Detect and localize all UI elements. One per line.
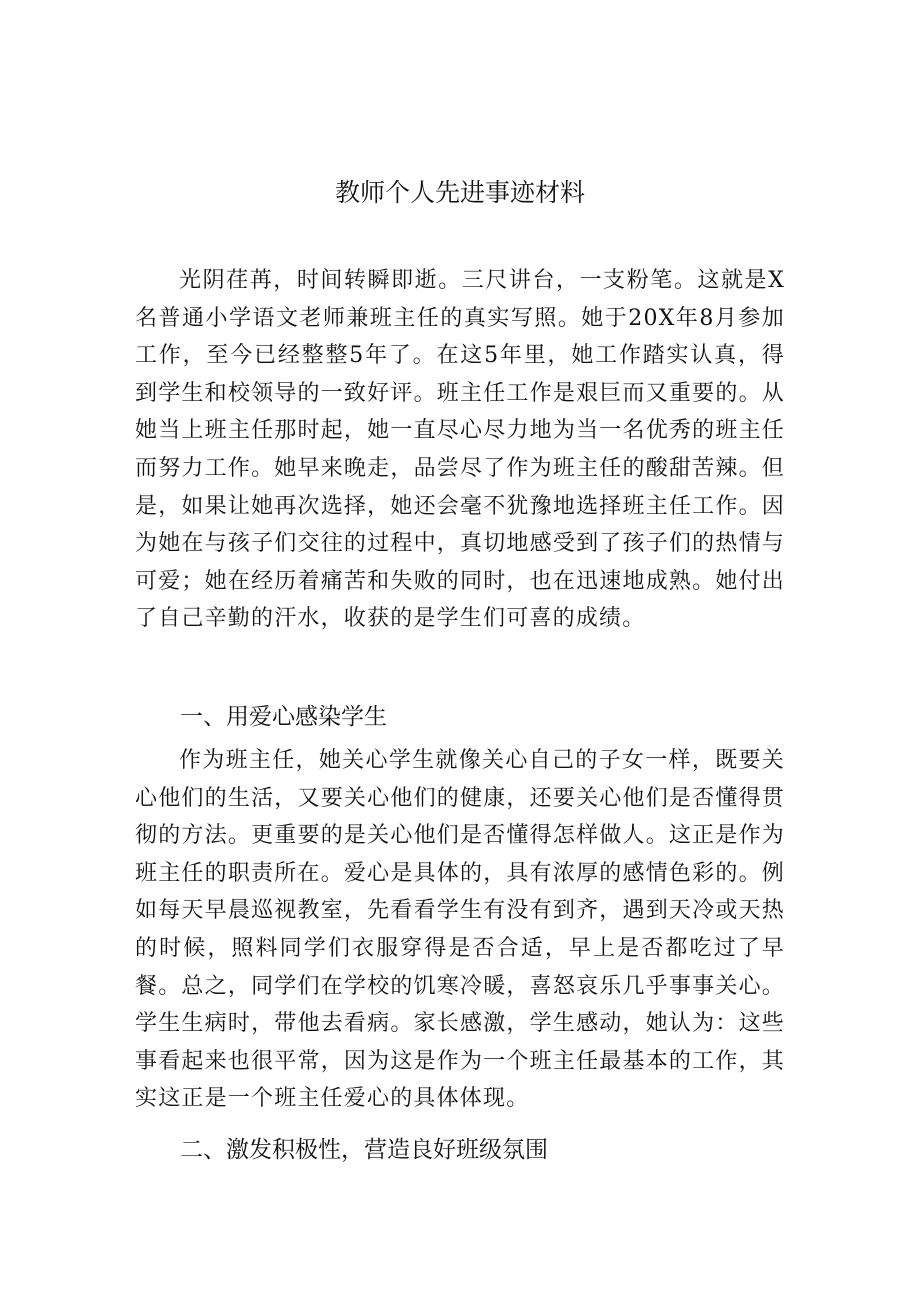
- document-title: 教师个人先进事迹材料: [334, 178, 585, 207]
- section-heading-2: 二、激发积极性，营造良好班级氛围: [180, 1137, 548, 1163]
- section-heading-1: 一、用爱心感染学生: [180, 704, 387, 730]
- section-1-paragraph: 作为班主任，她关心学生就像关心自己的子女一样，既要关心他们的生活，又要关心他们的健康，还要关心他们是否懂得贯彻的方法。更重要的是关心他们是否懂得怎样做人。这正是作为班主任的职责所在。爱心是具体的，具有浓厚的感情色彩的。例如每天早晨巡视教室，先看看学生有没有到齐，遇到天冷或天热的时候，照料同学们衣服穿得是否合适，早上是否都吃过了早餐。总之，同学们在学校的饥寒冷暖，喜怒哀乐几乎事事关心。学生生病时，带他去看病。家长感激，学生感动，她认为：这些事看起来也很平常，因为这是作为一个班主任最基本的工作，其实这正是一个班主任爱心的具体体现。: [135, 748, 785, 1112]
- intro-paragraph: 光阴荏苒，时间转瞬即逝。三尺讲台，一支粉笔。这就是X名普通小学语文老师兼班主任的真实写照。她于20X年8月参加工作，至今已经整整5年了。在这5年里，她工作踏实认真，得到学生和校领导的一致好评。班主任工作是艰巨而又重要的。从她当上班主任那时起，她一直尽心尽力地为当一名优秀的班主任而努力工作。她早来晚走，品尝尽了作为班主任的酸甜苦辣。但是，如果让她再次选择，她还会毫不犹豫地选择班主任工作。因为她在与孩子们交往的过程中，真切地感受到了孩子们的热情与可爱；她在经历着痛苦和失败的同时，也在迅速地成熟。她付出了自己辛勤的汗水，收获的是学生们可喜的成绩。: [135, 268, 785, 632]
